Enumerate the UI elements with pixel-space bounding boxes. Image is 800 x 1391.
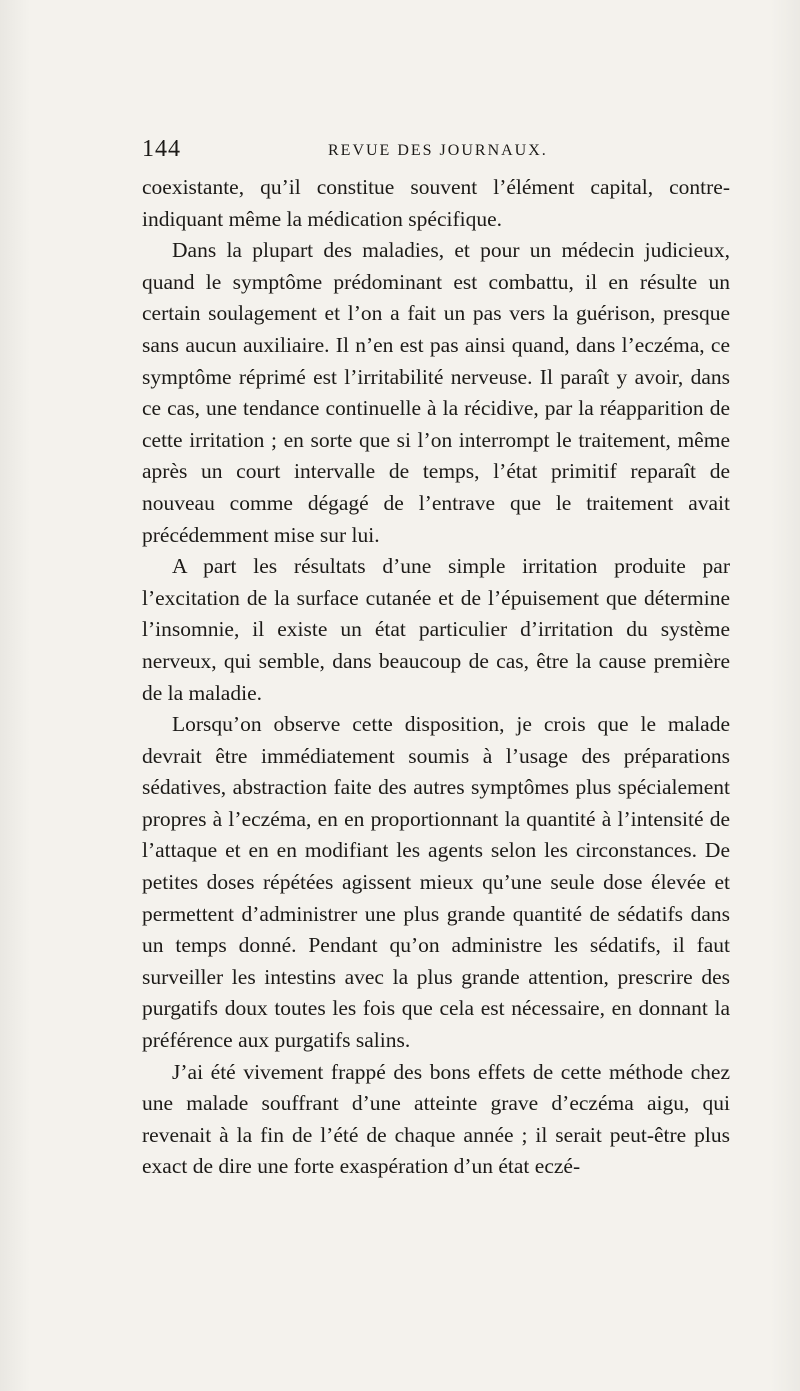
page-header (138, 136, 730, 168)
page-number: 144 (142, 136, 181, 162)
running-head: REVUE DES JOURNAUX. (328, 142, 548, 159)
paragraph: J’ai été vivement frappé des bons effets de cette méthode chez une malade souffrant d’une atteinte grave d’eczéma aigu, qui revenait à la fin de l’été de chaque année ; il serait peut-être plus exact de dire une forte exaspération d’un état eczé- (142, 1059, 730, 1179)
paragraph: coexistante, qu’il constitue souvent l’élément capital, contre-indiquant même la médication spécifique. (142, 175, 730, 231)
paragraph: A part les résultats d’une simple irritation produite par l’excitation de la surface cutanée et de l’épuisement que détermine l’insomnie, il existe un état particulier d’irritation du système nerveux, qui semble, dans beaucoup de cas, être la cause première de la maladie. (142, 554, 730, 705)
body-text (142, 172, 730, 1183)
paragraph: Dans la plupart des maladies, et pour un médecin judicieux, quand le symptôme prédominant est combattu, il en résulte un certain soulagement et l’on a fait un pas vers la guérison, presque sans aucun auxiliaire. Il n’en est pas ainsi quand, dans l’eczéma, ce symptôme réprimé est l’irritabilité nerveuse. Il paraît y avoir, dans ce cas, une tendance continuelle à la récidive, par la réapparition de cette irritation ; en sorte que si l’on interrompt le traitement, même après un court intervalle de temps, l’état primitif reparaît de nouveau comme dégagé de l’entrave que le traitement avait précédemment mise sur lui. (142, 238, 730, 547)
paragraph: Lorsqu’on observe cette disposition, je crois que le malade devrait être immédiatement soumis à l’usage des préparations sédatives, abstraction faite des autres symptômes plus spécialement propres à l’eczéma, en en proportionnant la quantité à l’intensité de l’attaque et en en modifiant les agents selon les circonstances. De petites doses répétées agissent mieux qu’une seule dose élevée et permettent d’administrer une plus grande quantité de sédatifs dans un temps donné. Pendant qu’on administre les sédatifs, il faut surveiller les intestins avec la plus grande attention, prescrire des purgatifs doux toutes les fois que cela est nécessaire, en donnant la préférence aux purgatifs salins. (142, 712, 730, 1053)
